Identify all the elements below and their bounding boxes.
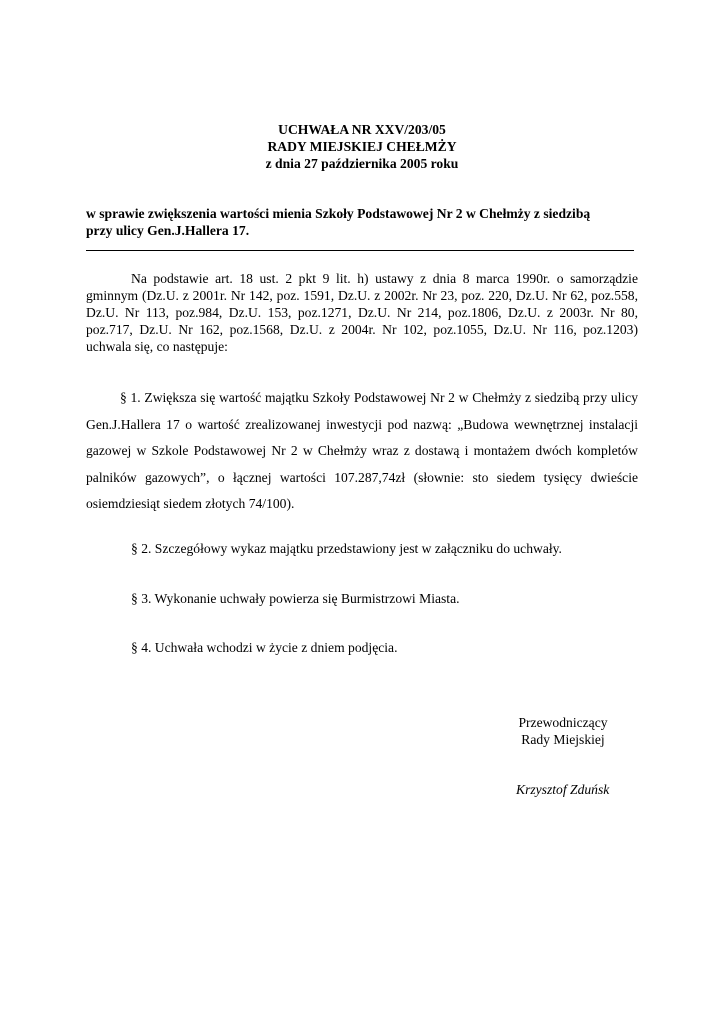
signature-block	[498, 714, 628, 748]
paragraph-2: § 2. Szczegółowy wykaz majątku przedstawiony jest w załączniku do uchwały.	[131, 541, 562, 556]
paragraph-1: § 1. Zwiększa się wartość majątku Szkoły Podstawowej Nr 2 w Chełmży z siedzibą przy ulicy Gen.J.Hallera 17 o wartość zrealizowanej inwestycji pod nazwą: „Budowa wewnętrznej instalacji gazowej w Szkole Podstawowej Nr 2 w Chełmży wraz z dostawą i montażem dwóch kompletów palników gazowych”, o łącznej wartości 107.287,74zł (słownie: sto siedem tysięcy dwieście osiemdziesiąt siedem złotych 74/100).	[86, 390, 638, 511]
resolution-subject	[86, 205, 646, 239]
legal-basis-paragraph: Na podstawie art. 18 ust. 2 pkt 9 lit. h) ustawy z dnia 8 marca 1990r. o samorządzie gminnym (Dz.U. z 2001r. Nr 142, poz. 1591, Dz.U. z 2002r. Nr 23, poz. 220, Dz.U. Nr 62, poz.558, Dz.U. Nr 113, poz.984, Dz.U. 153, poz.1271, Dz.U. Nr 214, poz.1806, Dz.U. z 2003r. Nr 80, poz.717, Dz.U. Nr 162, poz.1568, Dz.U. z 2004r. Nr 102, poz.1055, Dz.U. Nr 116, poz.1203) uchwala się, co następuje:	[86, 271, 638, 354]
council-name: RADY MIEJSKIEJ CHEŁMŻY	[267, 139, 457, 154]
paragraph-3: § 3. Wykonanie uchwały powierza się Burmistrzowi Miasta.	[131, 591, 460, 606]
signatory-role-line-1: Przewodniczący	[518, 715, 608, 730]
horizontal-divider	[86, 250, 634, 251]
signatory-role-line-2: Rady Miejskiej	[521, 732, 605, 747]
resolution-title	[0, 121, 724, 172]
resolution-number: UCHWAŁA NR XXV/203/05	[278, 122, 446, 137]
resolution-date: z dnia 27 października 2005 roku	[265, 156, 459, 171]
paragraph-4: § 4. Uchwała wchodzi w życie z dniem podjęcia.	[131, 640, 398, 655]
signatory-name: Krzysztof Zduńsk	[516, 782, 610, 797]
subject-line-1: w sprawie zwiększenia wartości mienia Szkoły Podstawowej Nr 2 w Chełmży z siedzibą	[86, 206, 591, 221]
subject-line-2: przy ulicy Gen.J.Hallera 17.	[86, 223, 250, 238]
